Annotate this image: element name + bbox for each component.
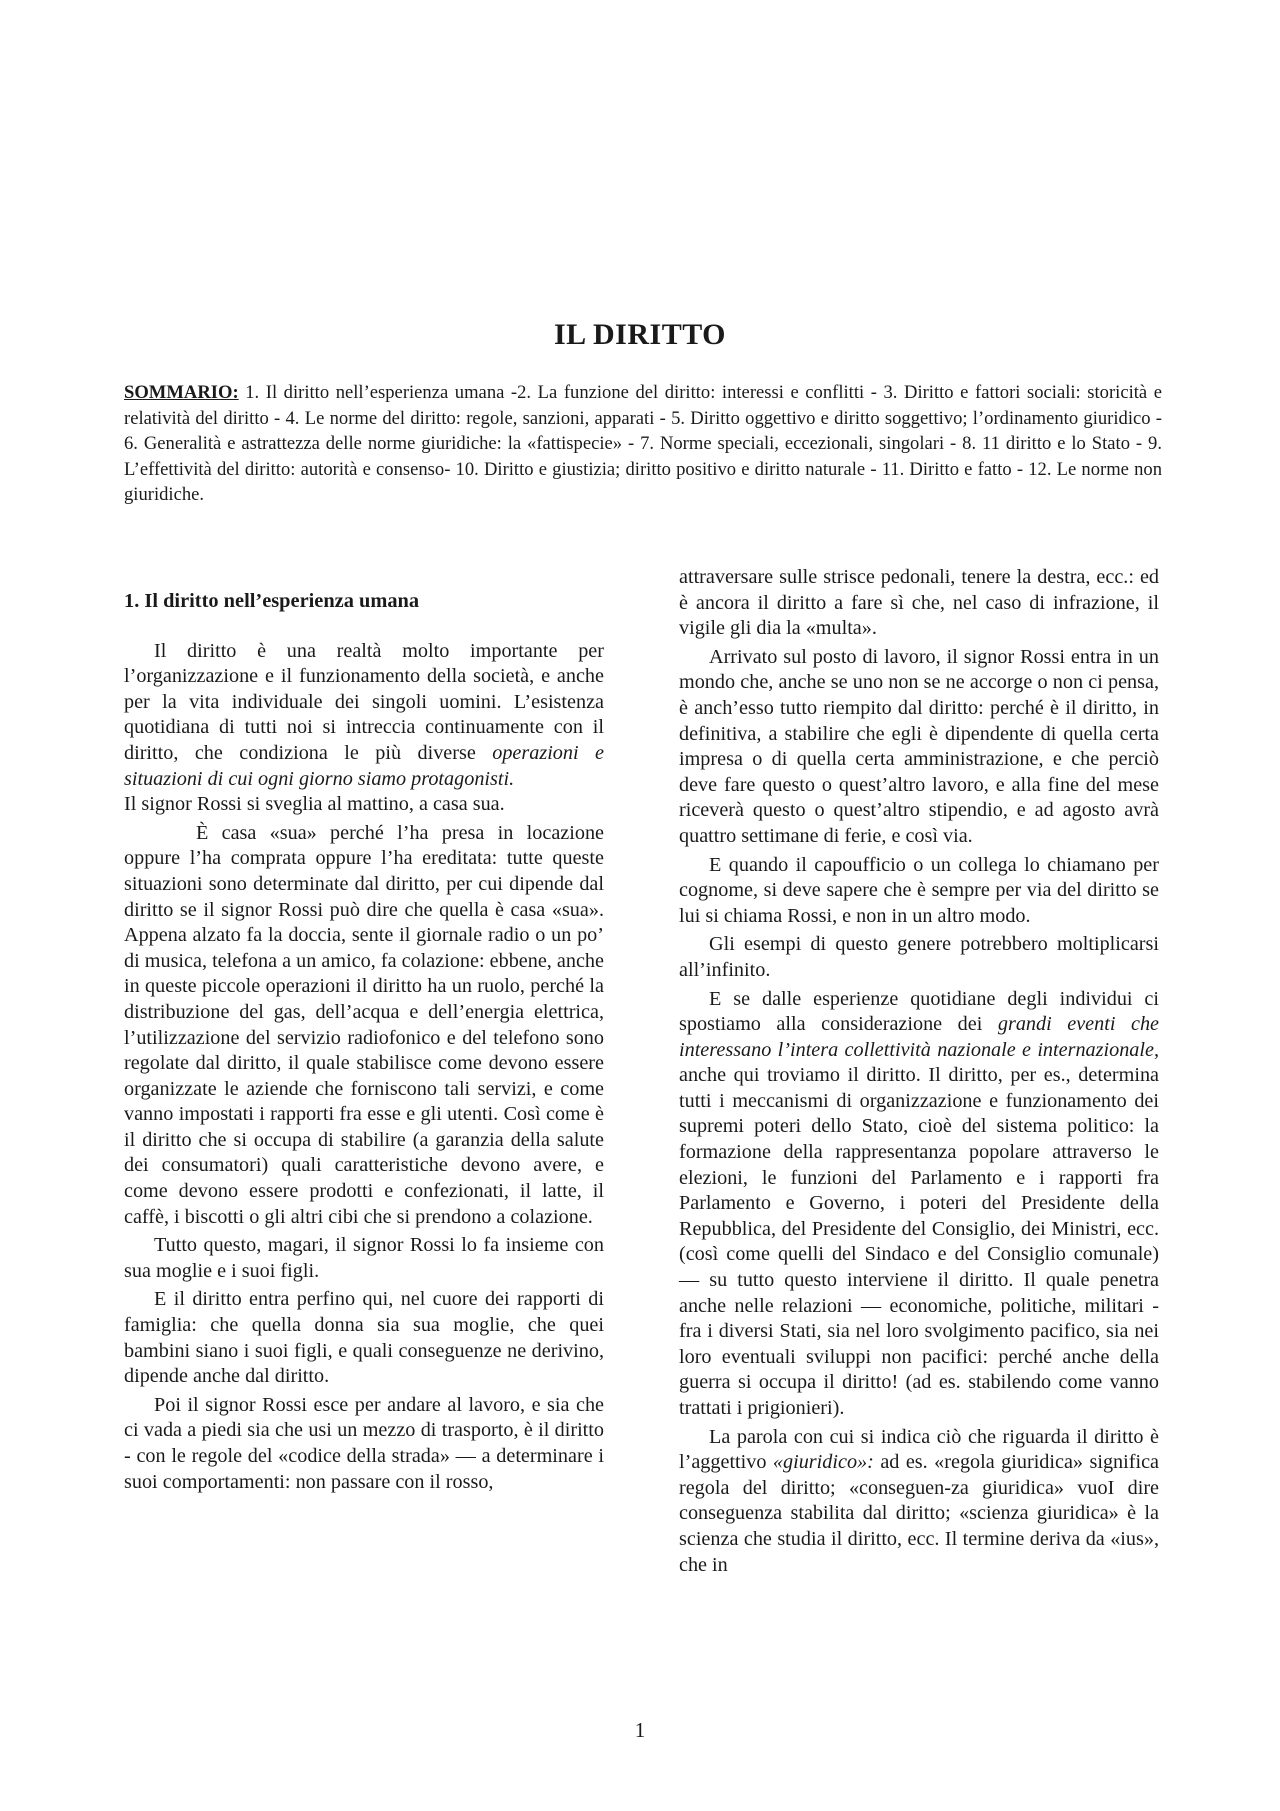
right-column: [679, 565, 1159, 1578]
summary: [124, 380, 1162, 508]
paragraph: [679, 1425, 1159, 1579]
left-column: [124, 589, 604, 1495]
paragraph-emphasis: grandi eventi che interessano l’intera collettività nazionale e internazionale,: [679, 1013, 1160, 1061]
document-title: IL DIRITTO: [553, 318, 727, 351]
paragraph: Arrivato sul posto di lavoro, il signor Rossi entra in un mondo che, anche se uno non se ne accorge o non ci pensa, è anch’esso tutto riempito dal diritto: perché è il diritto, in definitiva, a stabilire che egli è dipendente di quella certa impresa o di quella certa amministrazione, e che perciò deve fare questo o quest’altro lavoro, e alla fine del mese riceverà questo o quest’altro stipendio, e ad agosto avrà quattro settimane di ferie, e così via.: [679, 645, 1159, 847]
paragraph: Tutto questo, magari, il signor Rossi lo fa insieme con sua moglie e i suoi figli.: [124, 1234, 604, 1282]
paragraph: Poi il signor Rossi esce per andare al lavoro, e sia che ci vada a piedi sia che usi un mezzo di trasporto, è il diritto - con le regole del «codice della strada» — a determinare i suoi comportamenti: non passare con il rosso,: [124, 1393, 604, 1493]
paragraph-text: Il diritto è una realtà molto importante per l’organizzazione e il funzionamento della società, e anche per la vita individuale dei singoli uomini. L’esistenza quotidiana di tutti noi si intreccia continuamente con il diritto, che condiziona le più diverse: [124, 639, 604, 764]
paragraph-text: E se dalle esperienze quotidiane degli individui ci spostiamo alla considerazione dei: [679, 987, 1159, 1036]
paragraph-text: anche qui troviamo il diritto. Il diritto, per es., determina tutti i meccanismi di organizzazione e funzionamento dei supremi poteri dello Stato, cioè del sistema politico: la formazione della rappresentanza popolare attraverso le elezioni, le funzioni del Parlamento e i rapporti fra Parlamento e Governo, i poteri del Presidente della Repubblica, del Presidente del Consiglio, dei Ministri, ecc. (così come quelli del Sindaco e del Consiglio comunale) — su tutto questo interviene il diritto. Il quale penetra anche nelle relazioni — economiche, politiche, militari - fra i diversi Stati, sia nel loro svolgimento pacifico, sia nei loro eventuali sviluppi non pacifici: perché anche della guerra si occupa il diritto! (ad es. stabilendo come vanno trattati i prigionieri).: [679, 1064, 1159, 1419]
paragraph: Gli esempi di questo genere potrebbero moltiplicarsi all’infinito.: [679, 933, 1159, 981]
paragraph-text: La parola con cui si indica ciò che riguarda il diritto è l’aggettivo: [679, 1425, 1159, 1474]
summary-text: 1. Il diritto nell’esperienza umana -2. La funzione del diritto: interessi e conflitti - 3. Diritto e fattori sociali: storicità e relatività del diritto - 4. Le norme del diritto: regole, sanzioni, apparati - 5. Diritto oggettivo e diritto soggettivo; l’ordinamento giuridico - 6. Generalità e astrattezza delle norme giuridiche: la «fattispecie» - 7. Norme speciali, eccezionali, singolari - 8. 11 diritto e lo Stato - 9. L’effettività del diritto: autorità e consenso- 10. Diritto e giustizia; diritto positivo e diritto naturale - 11. Diritto e fatto - 12. Le norme non giuridiche.: [124, 382, 1162, 505]
paragraph: [124, 639, 604, 793]
paragraph: [679, 987, 1159, 1422]
section-title: 1. Il diritto nell’esperienza umana: [124, 590, 420, 612]
summary-label: SOMMARIO:: [124, 382, 239, 403]
paragraph-text: ad es. «regola giuridica» significa regola del diritto; «conseguen-za giuridica» vuoI dire conseguenza stabilita dal diritto; «scienza giuridica» è la scienza che studia il diritto, ecc. Il termine deriva da «ius», che in: [679, 1451, 1159, 1576]
paragraph: E quando il capoufficio o un collega lo chiamano per cognome, si deve sapere che è sempre per via del diritto se lui si chiama Rossi, e non in un altro modo.: [679, 853, 1159, 927]
paragraph: attraversare sulle strisce pedonali, tenere la destra, ecc.: ed è ancora il diritto a fare sì che, nel caso di infrazione, il vigile gli dia la «multa».: [679, 566, 1159, 640]
paragraph-emphasis: operazioni e situazioni di cui ogni giorno siamo protagonisti.: [124, 741, 604, 790]
paragraph-emphasis: «giuridico»:: [772, 1451, 874, 1474]
paragraph: E il diritto entra perfino qui, nel cuore dei rapporti di famiglia: che quella donna sia sua moglie, che quei bambini siano i suoi figli, e quali conseguenze ne derivino, dipende anche dal diritto.: [124, 1288, 604, 1388]
paragraph: Il signor Rossi si sveglia al mattino, a casa sua.: [124, 793, 505, 816]
paragraph: È casa «sua» perché l’ha presa in locazione oppure l’ha comprata oppure l’ha ereditata: tutte queste situazioni sono determinate dal diritto, per cui dipende dal diritto se il signor Rossi può dire che quella è casa «sua». Appena alzato fa la doccia, sente il giornale radio o un po’ di musica, telefona a un amico, fa colazione: ebbene, anche in queste piccole operazioni il diritto ha un ruolo, perché la distribuzione del gas, dell’acqua e dell’energia elettrica, l’utilizzazione del servizio radiofonico e del telefono sono regolate dal diritto, il quale stabilisce come devono essere organizzate le aziende che forniscono tali servizi, e come vanno impostati i rapporti fra esse e gli utenti. Così come è il diritto che si occupa di stabilire (a garanzia della salute dei consumatori) quali caratteristiche devono avere, e come devono essere prodotti e confezionati, il latte, il caffè, i biscotti o gli altri cibi che si prendono a colazione.: [124, 821, 604, 1228]
page-number: 1: [634, 1718, 646, 1742]
